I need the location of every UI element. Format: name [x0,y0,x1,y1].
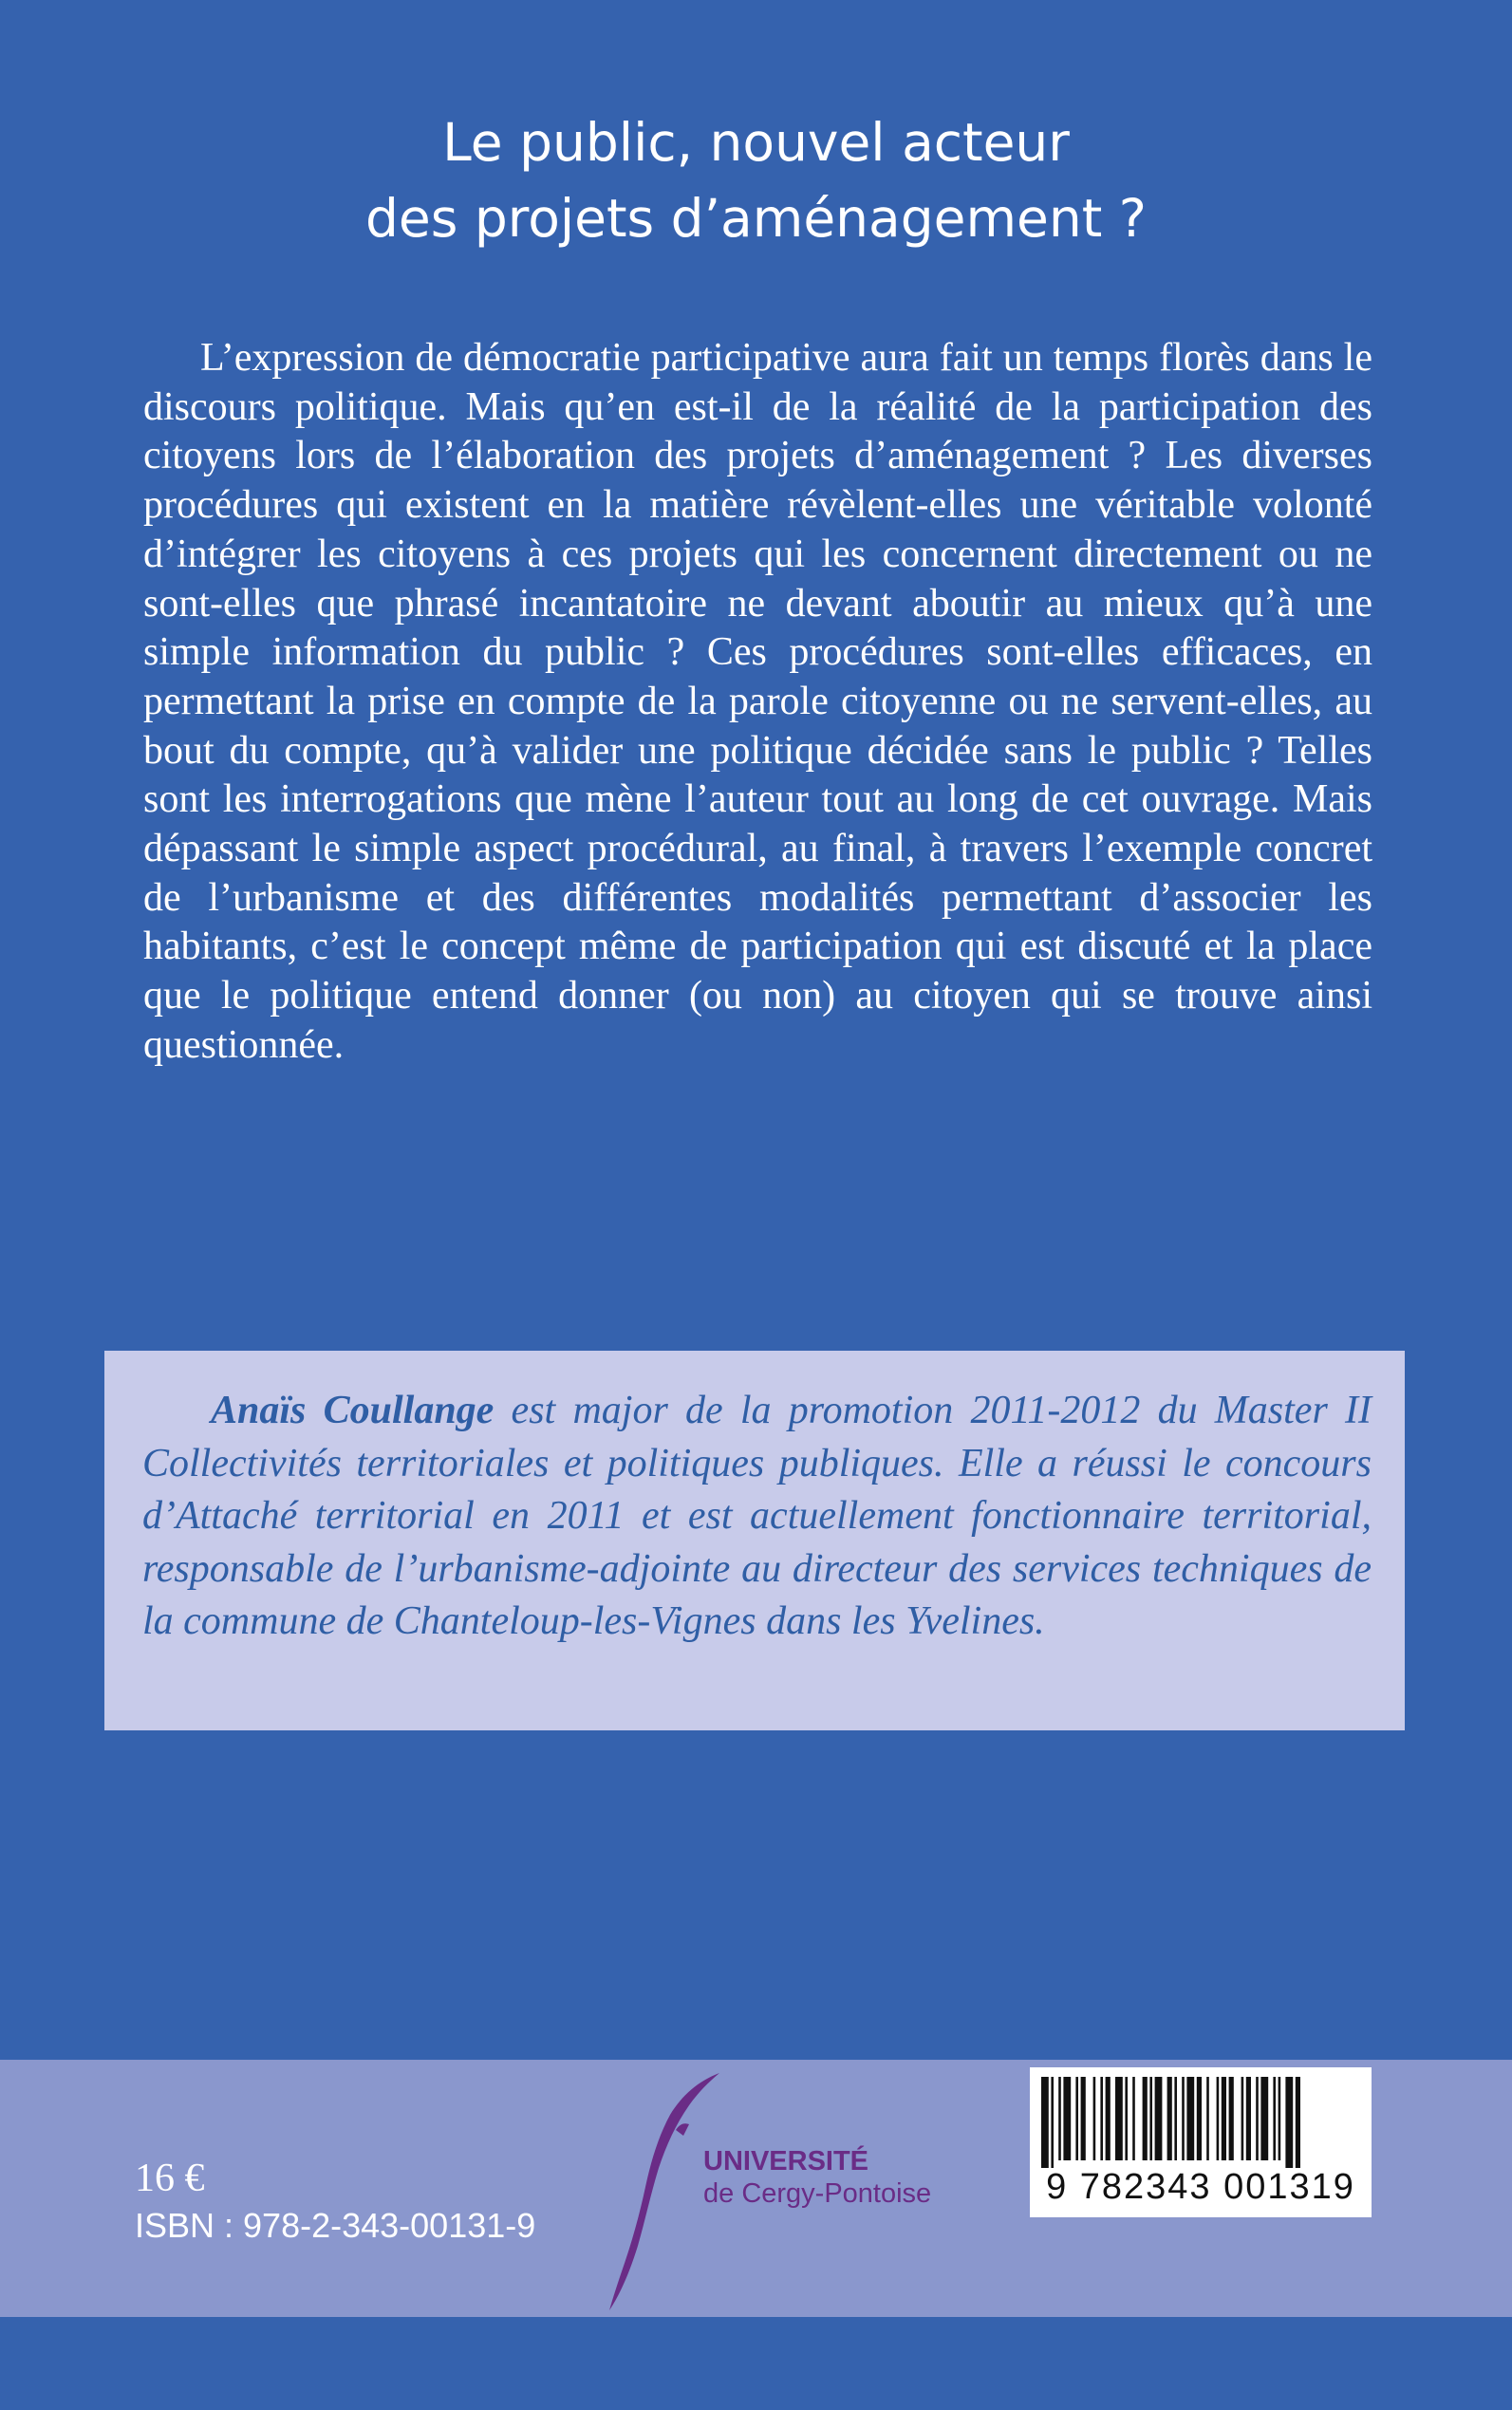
university-name-line-1: UNIVERSITÉ [703,2146,869,2176]
barcode-bar [1256,2077,1259,2160]
author-bio [142,1385,1372,1649]
barcode-bar [1222,2077,1226,2160]
barcode-bar [1081,2077,1086,2160]
barcode-bar [1273,2077,1276,2160]
barcode-digits: 9 782343 001319 [1046,2167,1355,2207]
barcode-bar [1093,2077,1096,2160]
isbn: ISBN : 978-2-343-00131-9 [135,2206,536,2245]
barcode-bar [1296,2077,1300,2168]
barcode [1030,2067,1372,2217]
barcode-bar [1246,2077,1251,2160]
title-line-1: Le public, nouvel acteur [442,112,1070,173]
barcode-bar [1285,2077,1293,2168]
barcode-bars-icon [1041,2077,1360,2168]
barcode-bar [1229,2077,1234,2160]
barcode-bar [1100,2077,1103,2160]
barcode-bar [1279,2077,1281,2160]
barcode-bar [1075,2077,1078,2160]
barcode-bar [1167,2077,1172,2160]
barcode-bar [1182,2077,1185,2160]
barcode-bar [1217,2077,1220,2160]
title-line-2: des projets d’aménagement ? [364,188,1147,249]
barcode-bar [1155,2077,1163,2160]
barcode-bar [1058,2077,1061,2160]
barcode-bar [1143,2077,1148,2160]
barcode-bar [1149,2077,1152,2160]
barcode-bar [1206,2077,1209,2160]
university-logo [607,2069,932,2316]
barcode-bar [1115,2077,1123,2160]
university-name-line-2: de Cergy-Pontoise [703,2178,932,2209]
book-summary: L’expression de démocratie participative aura fait un temps florès dans le discours politique. Mais qu’en est-il de la réalité de la participation des citoyens lors de l’élaboration des projets d’aménagement ? Les diverses procédures qui existent en la matière révèlent-elles une véritable volonté d’intégrer les citoyens à ces projets qui les concernent directement ou ne sont-elles que phrasé incantatoire ne devant aboutir au mieux qu’à une simple information du public ? Ces procédures sont-elles efficaces, en permettant la prise en compte de la parole citoyenne ou ne servent-elles, au bout du compte, qu’à valider une politique décidée sans le public ? Telles sont les interrogations que mène l’auteur tout au long de cet ouvrage. Mais dépassant le simple aspect procédural, au final, à travers l’exemple concret de l’urbanisme et des différentes modalités permettant d’associer les habitants, c’est le concept même de participation qui est discuté et la place que le politique entend donner (ou non) au citoyen qui se trouve ainsi questionnée. [143,336,1372,1067]
barcode-bar [1197,2077,1202,2160]
barcode-bar [1241,2077,1244,2160]
price: 16 € [135,2157,205,2200]
barcode-bar [1106,2077,1111,2160]
barcode-bar [1260,2077,1268,2160]
author-name: Anaïs Coullange [211,1389,495,1432]
barcode-bar [1125,2077,1128,2160]
barcode-bar [1063,2077,1071,2160]
barcode-bar [1132,2077,1135,2160]
barcode-bar [1174,2077,1177,2160]
book-title [0,104,1512,256]
barcode-bar [1051,2077,1054,2168]
barcode-bar [1186,2077,1194,2160]
author-bio-text: est major de la promotion 2011-2012 du Master II Collectivités territoriales et politiques publiques. Elle a réussi le concours d’Attaché territorial en 2011 et est actuellement fonctionnaire territorial, responsable de l’urbanisme-adjointe au directeur des services techniques de la commune de Chanteloup-les-Vignes dans les Yvelines. [142,1389,1372,1643]
author-bio-box [104,1351,1405,1730]
barcode-bar [1041,2077,1049,2168]
